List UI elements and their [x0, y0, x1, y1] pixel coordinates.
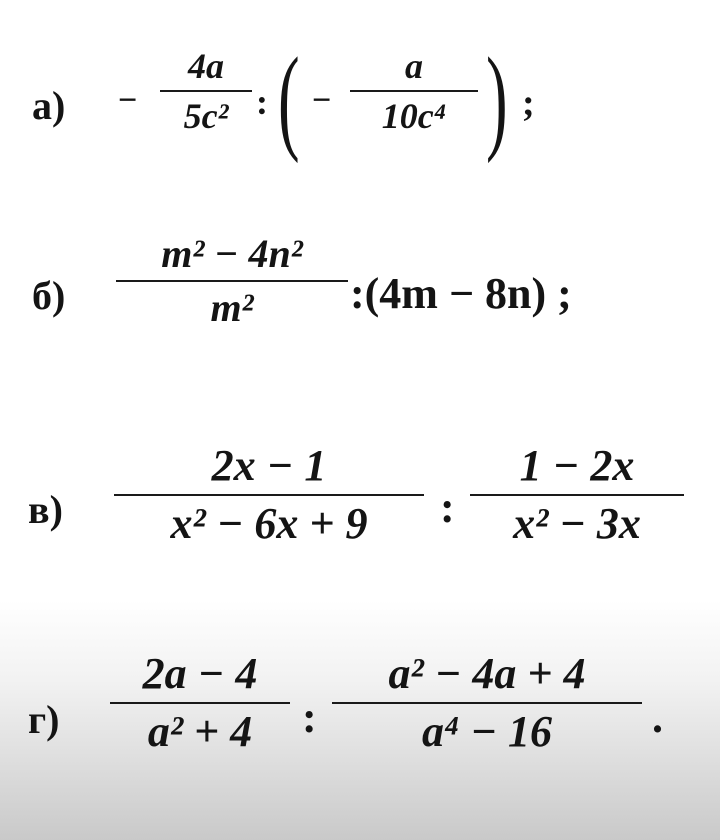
- problem-g-divide-sign: :: [302, 693, 317, 742]
- problem-g-fraction-1-numerator: 2a − 4: [142, 649, 258, 698]
- problem-a-fraction-2-denominator: 10c⁴: [381, 96, 447, 136]
- problem-a-fraction-2: [350, 48, 478, 134]
- problem-g: [0, 630, 720, 790]
- problem-g-fraction-2-denominator: a⁴ − 16: [422, 707, 552, 756]
- problem-b-fraction-1-denominator: m²: [210, 285, 254, 330]
- problem-g-fraction-2-bar: [332, 702, 642, 704]
- problem-a-fraction-1-bar: [160, 90, 252, 92]
- problem-v-fraction-2: [470, 441, 684, 548]
- problem-a-fraction-1-numerator: 4a: [188, 46, 224, 86]
- problem-v-fraction-1-numerator: 2x − 1: [211, 441, 327, 490]
- problem-a: [0, 30, 720, 190]
- problem-g-end-period: .: [652, 693, 663, 742]
- problem-a-prefix-sign: −: [118, 82, 138, 119]
- problem-a-label: а): [32, 83, 66, 128]
- problem-g-fraction-2: [332, 649, 642, 756]
- problem-b-label: б): [32, 273, 66, 318]
- problem-v-fraction-2-denominator: x² − 3x: [513, 499, 641, 548]
- problem-g-fraction-2-numerator: a² − 4a + 4: [388, 649, 586, 698]
- problem-g-fraction-1-bar: [110, 702, 290, 704]
- problem-a-close-paren: ): [486, 33, 508, 164]
- problem-a-fraction-1-denominator: 5c²: [183, 96, 229, 136]
- problem-g-fraction-1-denominator: a² + 4: [147, 707, 253, 756]
- problem-b-divisor-expression: :(4m − 8n) ;: [350, 269, 572, 318]
- problem-v-fraction-1-bar: [114, 494, 424, 496]
- problem-b-fraction-1-bar: [116, 280, 348, 282]
- problem-v-fraction-1: [114, 441, 424, 548]
- problem-v-fraction-2-bar: [470, 494, 684, 496]
- problem-b-fraction-1-numerator: m² − 4n²: [161, 231, 303, 276]
- problem-v-fraction-1-denominator: x² − 6x + 9: [170, 499, 368, 548]
- problem-a-open-paren: (: [278, 33, 300, 164]
- problem-a-divide-sign: :: [256, 82, 268, 122]
- problem-a-fraction-1: [160, 48, 252, 134]
- problem-g-fraction-1: [110, 649, 290, 756]
- problem-a-fraction-2-numerator: a: [405, 46, 423, 86]
- problem-b-fraction-1: [116, 231, 348, 330]
- problem-g-label: г): [28, 697, 60, 742]
- problem-v-label: в): [28, 487, 63, 532]
- problem-a-fraction-2-bar: [350, 90, 478, 92]
- problem-a-inner-sign: −: [312, 82, 332, 119]
- problem-a-end-semicolon: ;: [522, 82, 535, 124]
- problem-b: [0, 210, 720, 370]
- problem-v-divide-sign: :: [440, 483, 455, 532]
- problem-v-fraction-2-numerator: 1 − 2x: [519, 441, 635, 490]
- problem-v: [0, 430, 720, 590]
